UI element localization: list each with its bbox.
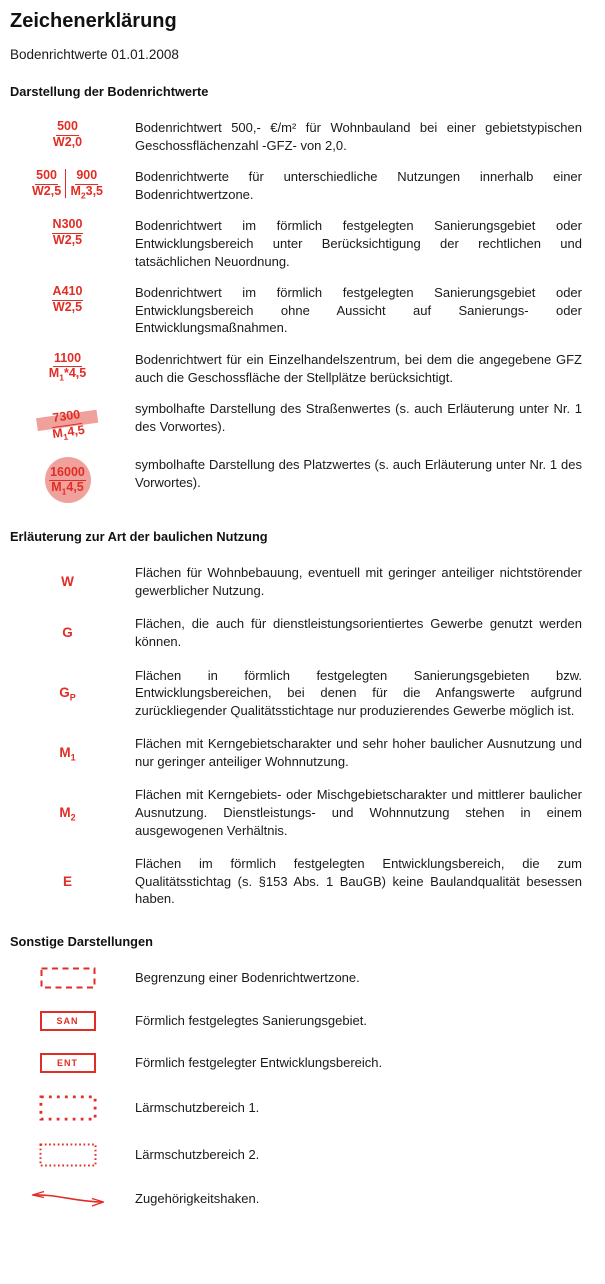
fraction-denominator: $M_14,5$ — [51, 422, 86, 442]
legend-description: Flächen mit Kerngebietscharakter und sehr hoher baulicher Ausnutzung und nur geringer anteiliger Wohnnutzung. — [135, 736, 582, 769]
legend-description: Zugehörigkeitshaken. — [135, 1191, 260, 1207]
legend-symbol-cell — [0, 1053, 135, 1073]
legend-symbol-cell — [0, 1189, 135, 1209]
legend-symbol-cell — [0, 805, 135, 824]
legend-row — [0, 1095, 605, 1121]
nutzung-rows — [0, 564, 605, 908]
legend-row — [0, 119, 605, 154]
legend-description: symbolhafte Darstellung des Platzwertes (s. auch Erläuterung unter Nr. 1 des Vorwortes). — [135, 457, 582, 490]
zugehoerigkeitshaken-arrow-icon — [28, 1189, 108, 1209]
sanierung-aussicht-fraction-symbol — [52, 285, 84, 314]
sanierungsgebiet-box — [40, 1011, 96, 1031]
bodenrichtwert-fraction-symbol — [53, 120, 82, 149]
usage-code-w: W — [61, 574, 74, 590]
legend-description: Bodenrichtwert im förmlich festgelegten Sanierungsgebiet oder Entwicklungsbereich ohne Aussicht auf Sanierungs- oder Entwicklungsmaßnahmen. — [135, 285, 582, 336]
right-value-fraction — [70, 168, 104, 201]
fraction-numerator: A410 — [52, 285, 84, 301]
legend-description: Begrenzung einer Bodenrichtwertzone. — [135, 970, 360, 986]
usage-code-gp: $G_P$ — [59, 685, 76, 704]
legend-row — [0, 217, 605, 270]
zone-boundary-dashed-icon — [40, 967, 96, 989]
legend-symbol-cell — [0, 574, 135, 589]
fraction-numerator: 1100 — [53, 352, 82, 368]
legend-description: Bodenrichtwerte für unterschiedliche Nutzungen innerhalb einer Bodenrichtwertzone. — [135, 169, 582, 202]
usage-code-m1: $M_1$ — [59, 745, 76, 764]
legend-symbol-cell — [0, 351, 135, 381]
legend-symbol-cell — [0, 400, 135, 442]
circle-value-fraction — [49, 466, 86, 495]
einzelhandel-fraction-symbol — [49, 352, 86, 381]
laermschutzbereich-2-dotted-icon — [39, 1143, 97, 1167]
legend-row — [0, 284, 605, 337]
legend-symbol-cell — [0, 1095, 135, 1121]
legend-description: Flächen für Wohnbebauung, eventuell mit geringer anteiliger nichtstörender gewerblicher Nutzung. — [135, 565, 582, 598]
legend-description: Förmlich festgelegtes Sanierungsgebiet. — [135, 1013, 367, 1029]
legend-description: Lärmschutzbereich 1. — [135, 1100, 260, 1116]
legend-symbol-cell — [0, 1143, 135, 1167]
page-title: Zeichenerklärung — [10, 10, 177, 32]
section-heading-nutzung: Erläuterung zur Art der baulichen Nutzung — [10, 529, 268, 545]
legend-symbol-cell — [0, 745, 135, 764]
fraction-numerator: 500 — [35, 169, 58, 185]
fraction-denominator: W2,0 — [52, 134, 83, 149]
laermschutzbereich-1-dotted-icon — [39, 1095, 97, 1121]
legend-symbol-cell — [0, 1011, 135, 1031]
legend-description: Flächen in förmlich festgelegten Sanierungsgebieten bzw. Entwicklungsbereichen, bei denen für die Anfangswerte aufgrund zurückliegender Qualitätsstichtage nur produzierendes Gewerbe möglich ist. — [135, 667, 582, 718]
legend-row — [0, 456, 605, 503]
sanierung-neuordnung-fraction-symbol — [52, 218, 84, 247]
legend-description: Flächen im förmlich festgelegten Entwicklungsbereich, die zum Qualitätsstichtag (s. §153 Abs. 1 BauGB) keine Baulandqualität besessen haben. — [135, 856, 582, 907]
legend-symbol-cell — [0, 625, 135, 640]
legend-row — [0, 564, 605, 599]
legend-row — [0, 1189, 605, 1209]
fraction-denominator: W2,5 — [52, 299, 83, 314]
legend-description: Flächen, die auch für dienstleistungsorientiertes Gewerbe genutzt werden können. — [135, 616, 582, 649]
fraction-denominator: $M_23,5$ — [70, 183, 104, 201]
fraction-divider — [65, 169, 66, 198]
legend-row — [0, 1053, 605, 1073]
fraction-denominator: W2,5 — [31, 183, 62, 198]
legend-description: Flächen mit Kerngebiets- oder Mischgebietscharakter und mittlerer baulicher Ausnutzung. Dienstleistungs- und Wohnnutzung stehen in einem ausgewogenen Verhältnis. — [135, 787, 582, 838]
legend-row — [0, 351, 605, 386]
section-heading-sonstige: Sonstige Darstellungen — [10, 934, 153, 950]
legend-symbol-cell — [0, 685, 135, 704]
legend-description: symbolhafte Darstellung des Straßenwertes (s. auch Erläuterung unter Nr. 1 des Vorwortes). — [135, 401, 582, 434]
legend-description: Lärmschutzbereich 2. — [135, 1147, 260, 1163]
usage-code-g: G — [62, 625, 73, 641]
fraction-denominator: $M_1*4,5$ — [48, 366, 87, 383]
fraction-denominator: $M_14,5$ — [51, 480, 84, 497]
box-label: SAN — [56, 1016, 79, 1027]
legend-row — [0, 615, 605, 650]
legend-row — [0, 667, 605, 720]
section-heading-darstellung: Darstellung der Bodenrichtwerte — [10, 84, 209, 99]
legend-symbol-cell — [0, 119, 135, 149]
legend-description: Bodenrichtwert 500,- €/m² für Wohnbauland bei einer gebietstypischen Geschossflächenzahl -GFZ- von 2,0. — [135, 120, 582, 153]
legend-row — [0, 1143, 605, 1167]
left-value-fraction — [32, 169, 61, 198]
legend-symbol-cell — [0, 874, 135, 889]
band-value-fraction — [50, 408, 86, 441]
entwicklungsbereich-box — [40, 1053, 96, 1073]
platzwert-circle-symbol — [45, 457, 91, 503]
legend-row — [0, 786, 605, 839]
legend-symbol-cell — [0, 284, 135, 314]
fraction-numerator: 500 — [56, 120, 79, 136]
legend-row — [0, 735, 605, 770]
legend-row — [0, 168, 605, 203]
strassenwert-band-symbol — [43, 401, 92, 445]
legend-description: Bodenrichtwert für ein Einzelhandelszentrum, bei dem die angegebene GFZ auch die Geschossfläche der Stellplätze berücksichtigt. — [135, 351, 582, 385]
usage-code-m2: $M_2$ — [59, 805, 76, 824]
legend-symbol-cell — [0, 967, 135, 989]
sonstige-rows — [0, 967, 605, 1209]
fraction-denominator: W2,5 — [52, 232, 83, 247]
legend-row — [0, 1011, 605, 1031]
legend-symbol-cell — [0, 456, 135, 503]
legend-symbol-cell — [0, 217, 135, 247]
fraction-numerator: N300 — [52, 218, 84, 234]
legend-description: Förmlich festgelegter Entwicklungsbereich. — [135, 1055, 383, 1071]
usage-code-e: E — [62, 874, 72, 890]
dual-value-fraction-symbol — [31, 168, 104, 201]
box-label: ENT — [57, 1058, 78, 1069]
legend-symbol-cell — [0, 168, 135, 201]
fraction-numerator: 900 — [75, 169, 98, 185]
legend-description: Bodenrichtwert im förmlich festgelegten Sanierungsgebiet oder Entwicklungsbereich unter Berücksichtigung der rechtlichen und tatsächlichen Neuordnung. — [135, 218, 582, 269]
fraction-numerator: 16000 — [49, 466, 86, 482]
legend-row — [0, 967, 605, 989]
legend-row — [0, 855, 605, 908]
fraction-numerator: 7300 — [51, 408, 83, 427]
page-subtitle: Bodenrichtwerte 01.01.2008 — [10, 47, 179, 62]
darstellung-rows — [0, 119, 605, 503]
legend-row — [0, 400, 605, 442]
